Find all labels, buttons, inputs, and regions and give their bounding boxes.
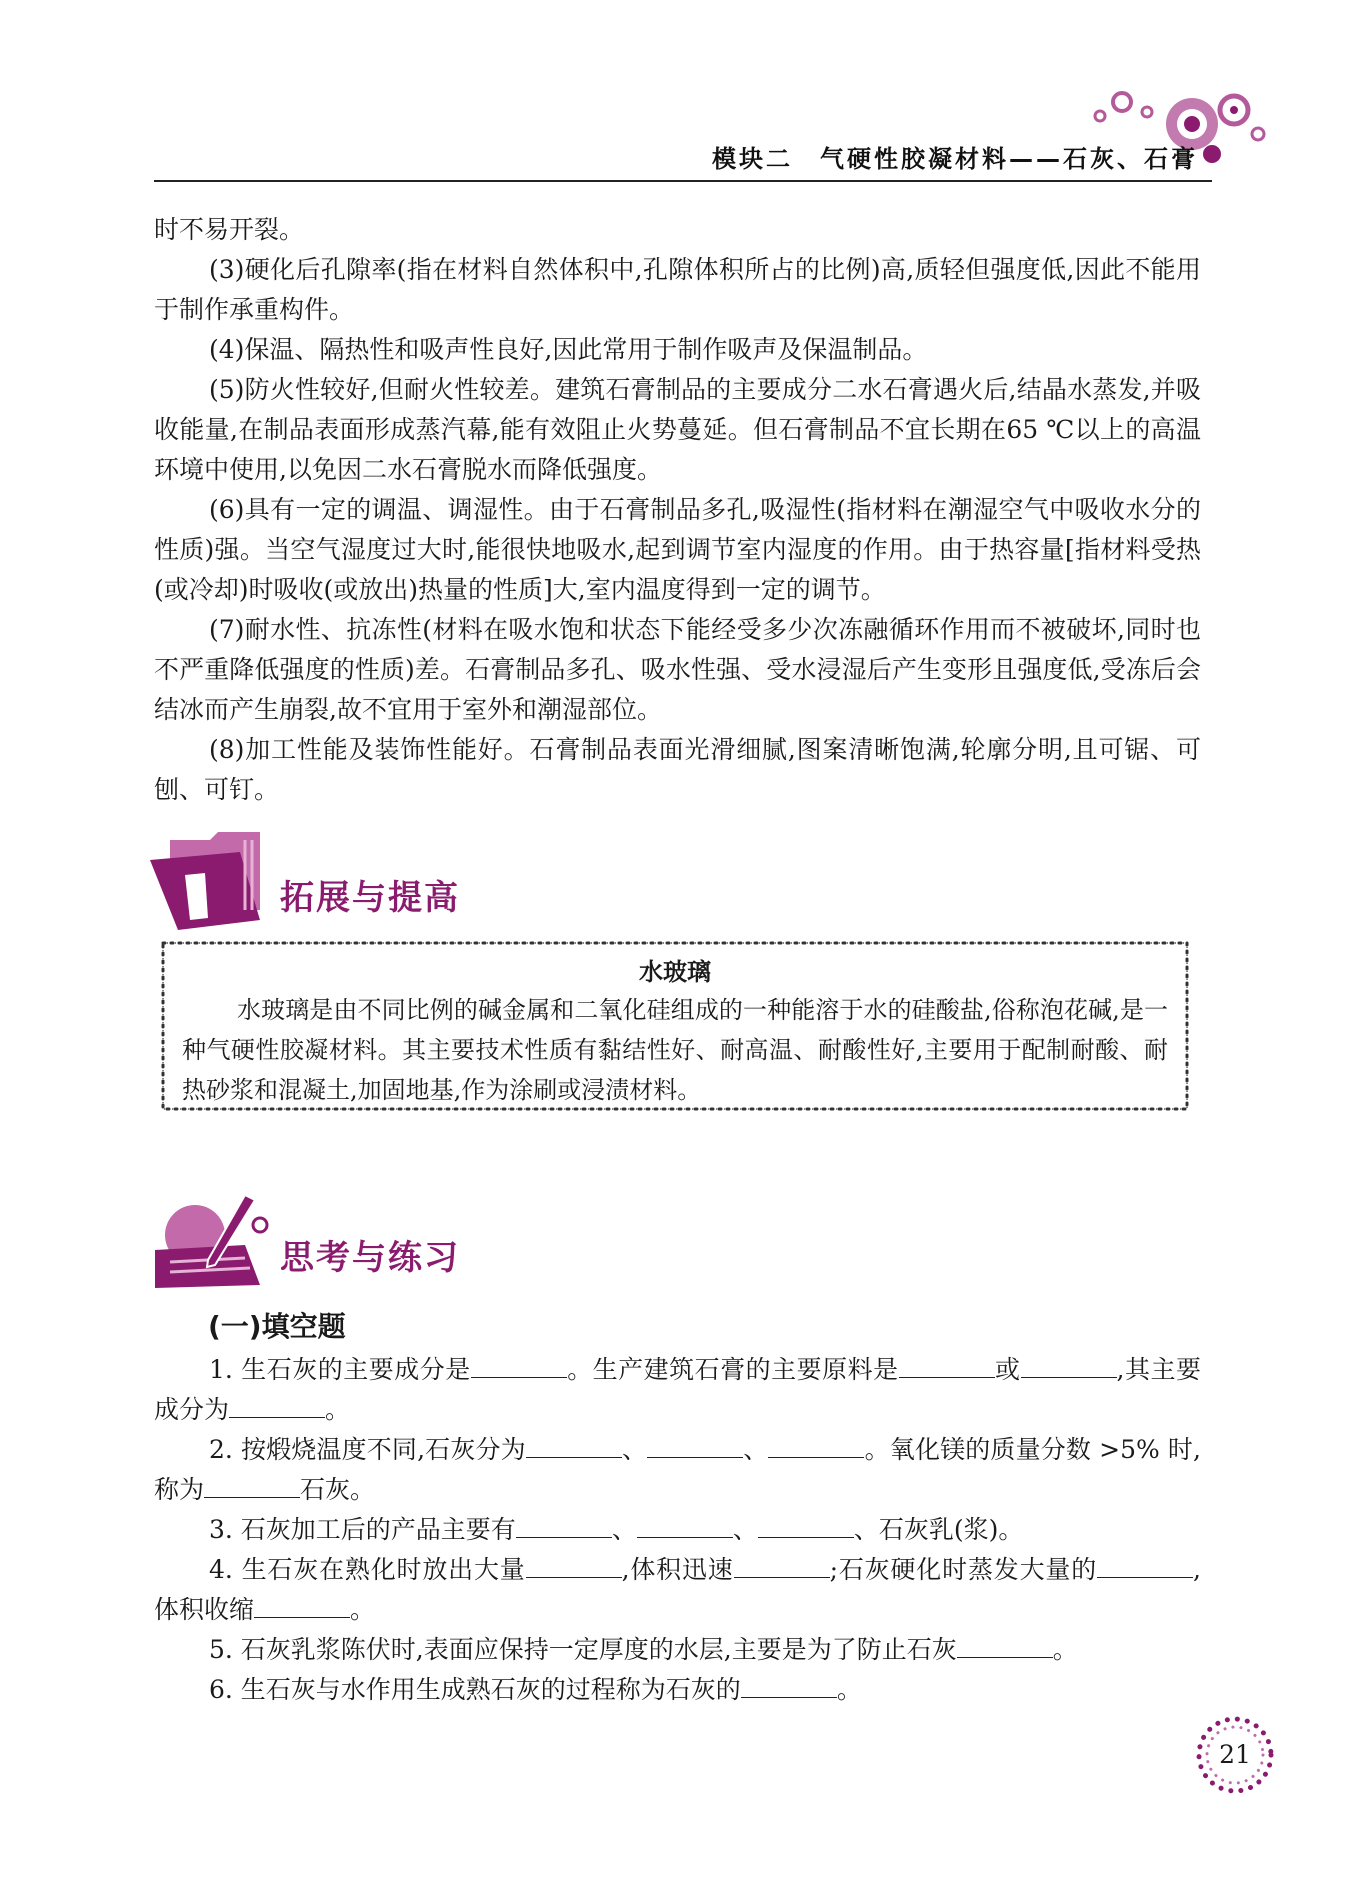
blank-field[interactable] <box>1097 1557 1193 1578</box>
blank-field[interactable] <box>204 1477 300 1498</box>
blank-field[interactable] <box>526 1437 622 1458</box>
blank-field[interactable] <box>229 1397 325 1418</box>
body-paragraph: 时不易开裂。 <box>154 215 305 244</box>
page-number: 21 <box>1219 1740 1251 1769</box>
section-header-practice <box>150 1190 650 1300</box>
body-paragraph: (5)防火性较好,但耐火性较差。建筑石膏制品的主要成分二水石膏遇火后,结晶水蒸发,并吸收能量,在制品表面形成蒸汽幕,能有效阻止火势蔓延。但石膏制品不宜长期在65 ℃以上的高温环境中使用,以免因二水石膏脱水而降低强度。 <box>154 375 1201 484</box>
blank-field[interactable] <box>734 1557 830 1578</box>
blank-field[interactable] <box>526 1557 622 1578</box>
question-5: 5. 石灰乳浆陈伏时,表面应保持一定厚度的水层,主要是为了防止石灰 。 <box>209 1635 1078 1664</box>
body-paragraph: (4)保温、隔热性和吸声性良好,因此常用于制作吸声及保温制品。 <box>209 335 928 364</box>
blank-field[interactable] <box>471 1357 567 1378</box>
body-paragraph: (8)加工性能及装饰性能好。石膏制品表面光滑细腻,图案清晰饱满,轮廓分明,且可锯、可刨、可钉。 <box>154 735 1201 804</box>
exercise-list <box>154 1350 1201 1710</box>
box-title: 水玻璃 <box>639 958 711 986</box>
page-header <box>154 120 1198 182</box>
info-box <box>160 940 1190 1112</box>
page-number-badge <box>1190 1710 1280 1800</box>
body-text <box>154 210 1201 810</box>
section-header-extension <box>150 830 650 940</box>
blank-field[interactable] <box>957 1637 1053 1658</box>
section-title-practice: 思考与练习 <box>280 1238 460 1278</box>
blank-field[interactable] <box>647 1437 743 1458</box>
blank-field[interactable] <box>768 1437 864 1458</box>
blank-field[interactable] <box>758 1517 854 1538</box>
section-title-extension: 拓展与提高 <box>280 878 460 918</box>
question-1: 1. 生石灰的主要成分是 。生产建筑石膏的主要原料是 或 ,其主要成分为 。 <box>154 1355 1201 1424</box>
blank-field[interactable] <box>516 1517 612 1538</box>
blank-field[interactable] <box>899 1357 995 1378</box>
question-3: 3. 石灰加工后的产品主要有 、 、 、石灰乳(浆)。 <box>209 1515 1024 1544</box>
blank-field[interactable] <box>254 1597 350 1618</box>
header-title: 模块二 气硬性胶凝材料——石灰、石膏 <box>712 145 1198 173</box>
blank-field[interactable] <box>1021 1357 1117 1378</box>
question-4: 4. 生石灰在熟化时放出大量 ,体积迅速 ;石灰硬化时蒸发大量的 ,体积收缩 。 <box>154 1555 1201 1624</box>
body-paragraph: (6)具有一定的调温、调湿性。由于石膏制品多孔,吸湿性(指材料在潮湿空气中吸收水分的性质)强。当空气湿度过大时,能很快地吸水,起到调节室内湿度的作用。由于热容量[指材料受热(或冷却)时吸收(或放出)热量的性质]大,室内温度得到一定的调节。 <box>154 495 1201 604</box>
blank-field[interactable] <box>637 1517 733 1538</box>
body-paragraph: (3)硬化后孔隙率(指在材料自然体积中,孔隙体积所占的比例)高,质轻但强度低,因此不能用于制作承重构件。 <box>154 255 1201 324</box>
question-6: 6. 生石灰与水作用生成熟石灰的过程称为石灰的 。 <box>209 1675 862 1704</box>
pencil-writing-icon <box>150 1190 270 1290</box>
body-paragraph: (7)耐水性、抗冻性(材料在吸水饱和状态下能经受多少次冻融循环作用而不被破坏,同时也不严重降低强度的性质)差。石膏制品多孔、吸水性强、受水浸湿后产生变形且强度低,受冻后会结冰而产生崩裂,故不宜用于室外和潮湿部位。 <box>154 615 1201 724</box>
header-rule <box>154 180 1212 182</box>
exercise-subhead: (一)填空题 <box>208 1310 346 1343</box>
question-2: 2. 按煅烧温度不同,石灰分为 、 、 。氧化镁的质量分数 >5% 时,称为 石灰。 <box>154 1435 1201 1504</box>
blank-field[interactable] <box>741 1677 837 1698</box>
folder-icon <box>150 830 270 930</box>
box-text: 水玻璃是由不同比例的碱金属和二氧化硅组成的一种能溶于水的硅酸盐,俗称泡花碱,是一种气硬性胶凝材料。其主要技术性质有黏结性好、耐高温、耐酸性好,主要用于配制耐酸、耐热砂浆和混凝土,加固地基,作为涂刷或浸渍材料。 <box>182 996 1168 1104</box>
